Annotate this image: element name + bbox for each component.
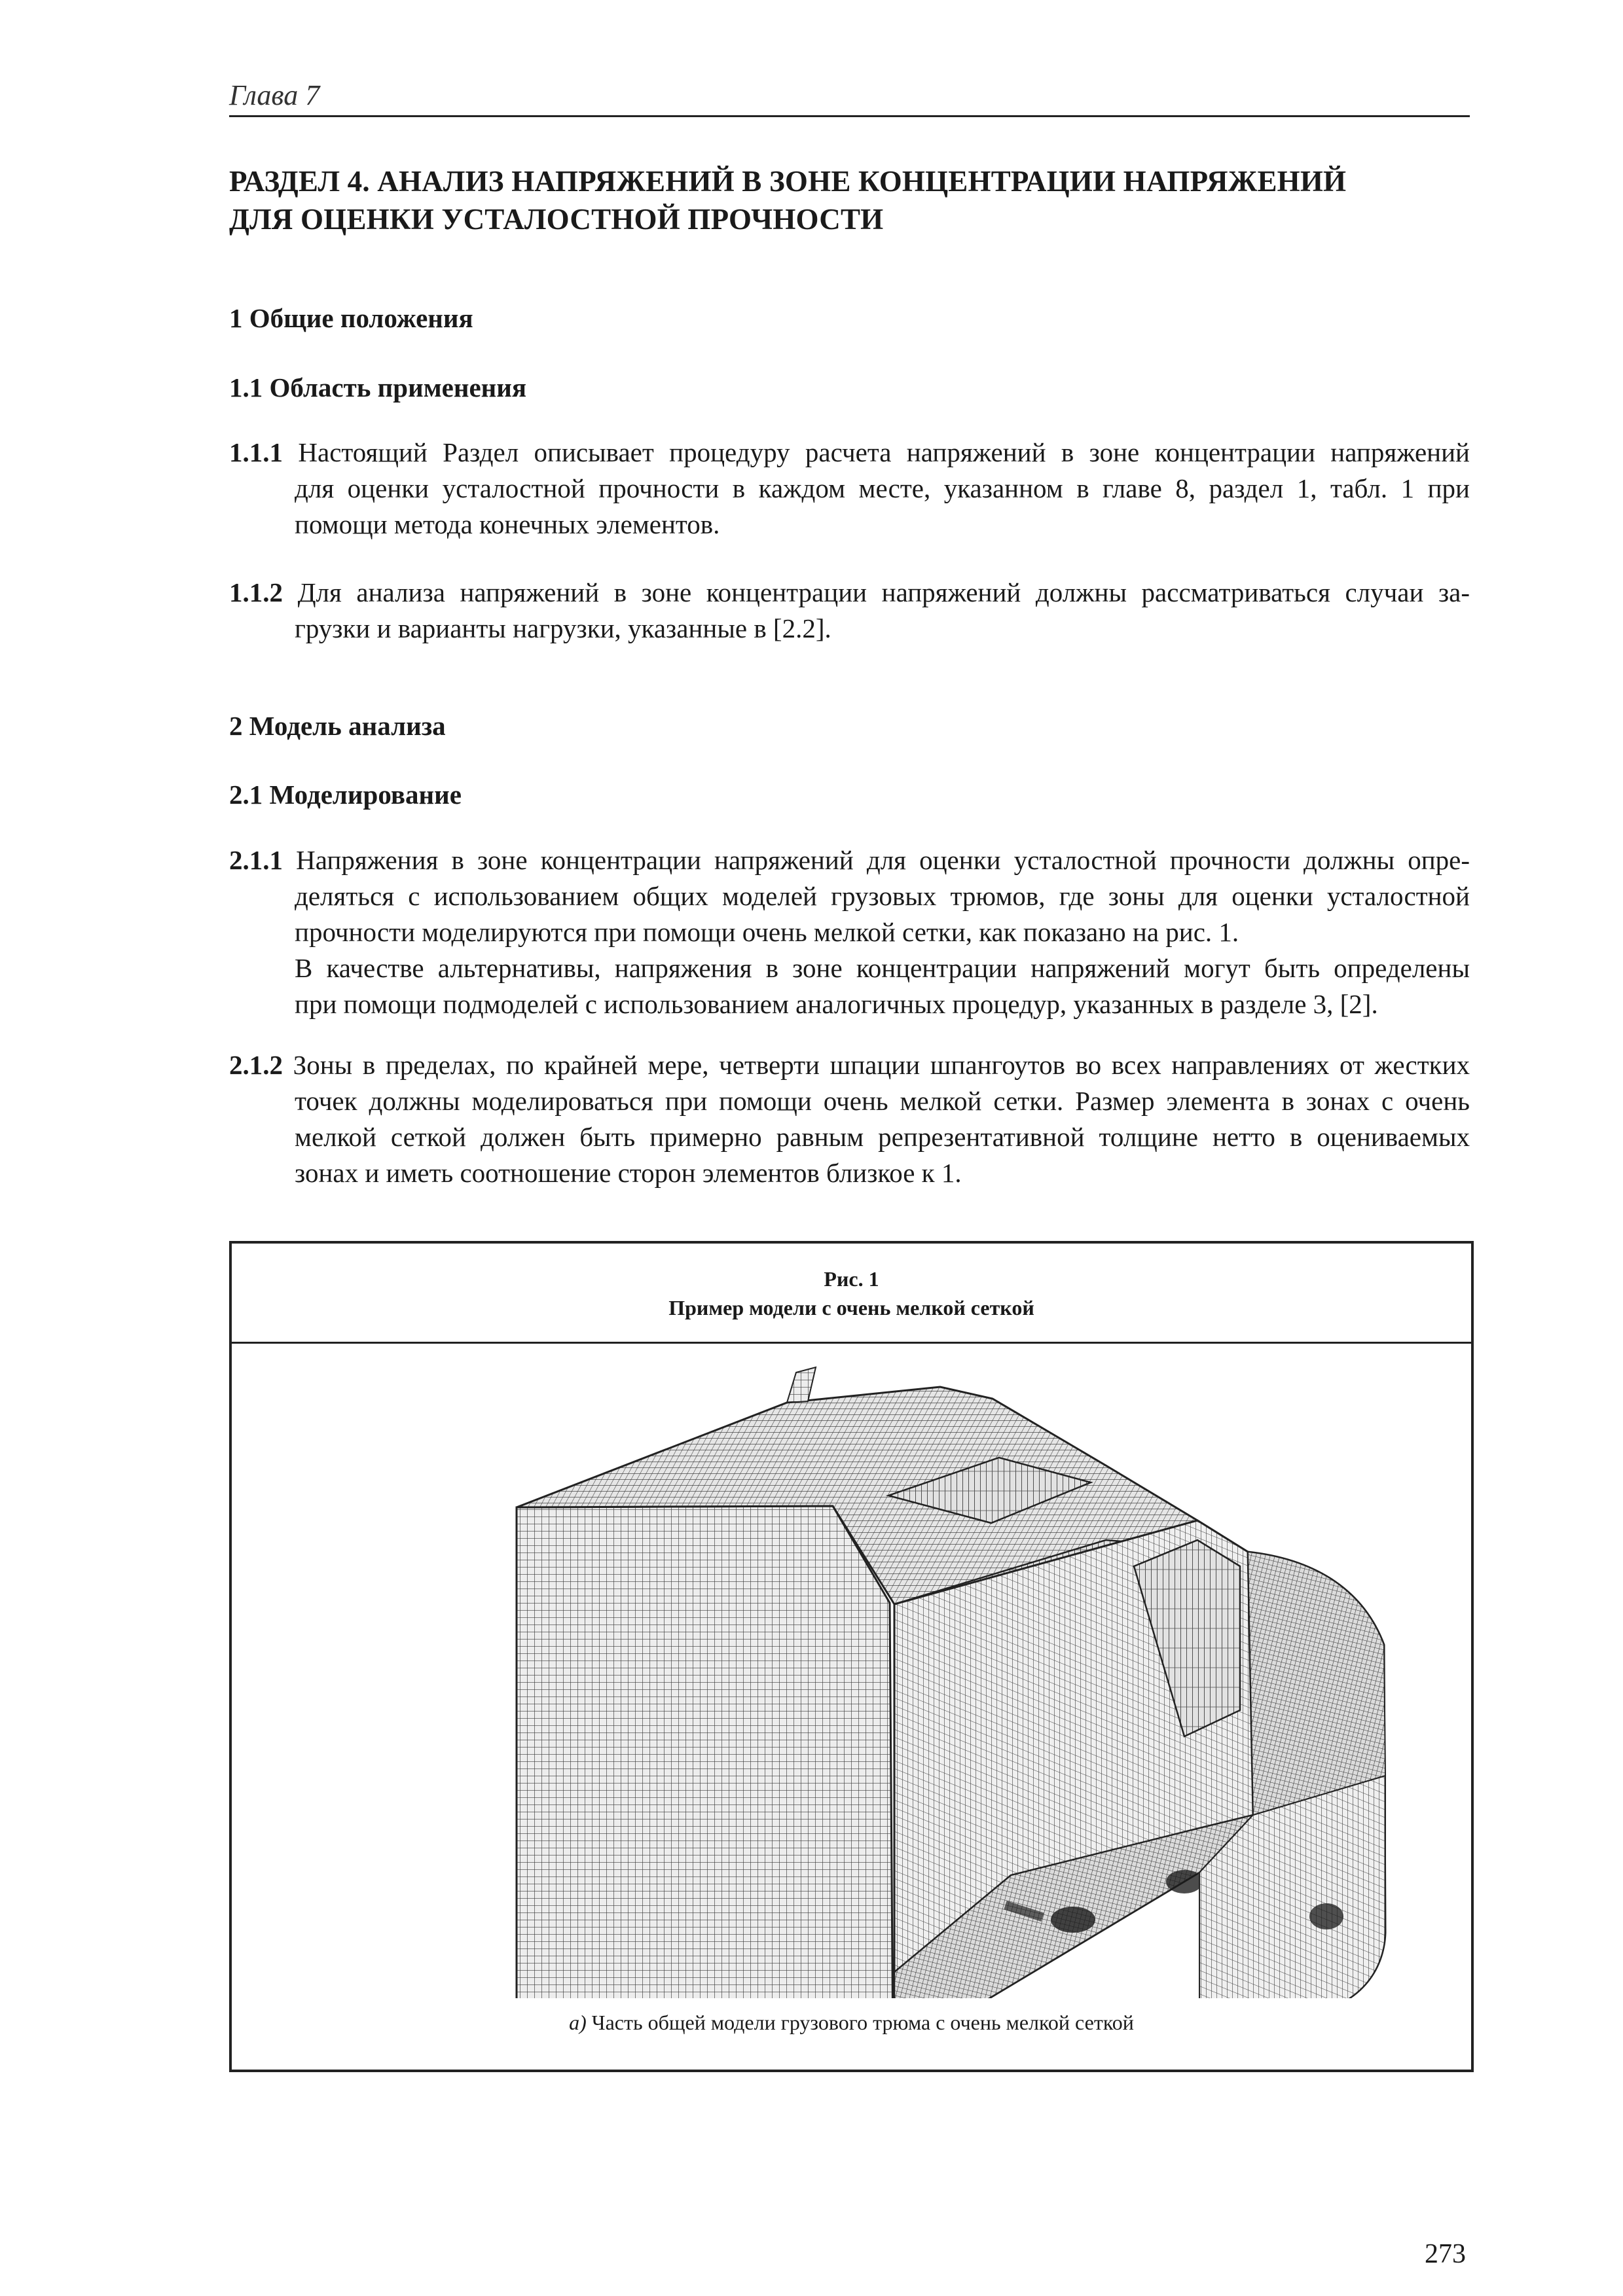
subfigure-caption bbox=[232, 2011, 1471, 2035]
paragraph-line: Для анализа напряжений в зоне концентрации напряжений должны рассматриваться случаи за- bbox=[297, 577, 1470, 607]
paragraph-line: зонах и иметь соотношение сторон элементов близкое к 1. bbox=[295, 1158, 962, 1188]
heading-1-1: 1.1 Область применения bbox=[229, 372, 527, 403]
topside-tank-mesh bbox=[1248, 1552, 1385, 1815]
paragraph-line: грузки и варианты нагрузки, указанные в [2.2]. bbox=[295, 613, 831, 643]
paragraph-2-1-2 bbox=[229, 1047, 1470, 1191]
figure-caption: Пример модели с очень мелкой сеткой bbox=[668, 1296, 1034, 1319]
figure-header bbox=[232, 1244, 1471, 1344]
chapter-header: Глава 7 bbox=[229, 79, 320, 111]
paragraph-line: Напряжения в зоне концентрации напряжений для оценки усталостной прочности должны опре- bbox=[296, 845, 1470, 875]
section-title-line: РАЗДЕЛ 4. АНАЛИЗ НАПРЯЖЕНИЙ В ЗОНЕ КОНЦЕНТРАЦИИ НАПРЯЖЕНИЙ bbox=[229, 165, 1347, 198]
fine-mesh-spot bbox=[1051, 1907, 1095, 1933]
fine-mesh-spot bbox=[1166, 1870, 1203, 1893]
paragraph-line: деляться с использованием общих моделей грузовых трюмов, где зоны для оценки усталостной bbox=[295, 881, 1470, 911]
paragraph-line: прочности моделируются при помощи очень мелкой сетки, как показано на рис. 1. bbox=[295, 917, 1239, 947]
page-number: 273 bbox=[1425, 2239, 1466, 2269]
side-shell-mesh bbox=[517, 1506, 893, 1998]
figure-number: Рис. 1 bbox=[824, 1267, 879, 1291]
paragraph-line: точек должны моделироваться при помощи очень мелкой сетки. Размер элемента в зонах с очень bbox=[295, 1086, 1470, 1116]
hatch-coaming-mesh bbox=[787, 1367, 816, 1403]
subfigure-caption-text: Часть общей модели грузового трюма с очень мелкой сеткой bbox=[591, 2011, 1134, 2034]
section-title bbox=[229, 162, 1470, 238]
paragraph-number: 2.1.1 bbox=[229, 845, 283, 875]
subfigure-label: а) bbox=[569, 2011, 587, 2034]
paragraph-line: Зоны в пределах, по крайней мере, четверти шпации шпангоутов во всех направлениях от жестких bbox=[293, 1050, 1470, 1080]
fe-mesh-model-image bbox=[232, 1344, 1471, 1998]
paragraph-line: помощи метода конечных элементов. bbox=[295, 509, 720, 539]
paragraph-number: 2.1.2 bbox=[229, 1050, 283, 1080]
header-rule bbox=[229, 115, 1470, 117]
heading-2: 2 Модель анализа bbox=[229, 711, 446, 741]
fine-mesh-spot bbox=[1309, 1903, 1343, 1929]
paragraph-line: Настоящий Раздел описывает процедуру расчета напряжений в зоне концентрации напряжений bbox=[298, 437, 1470, 467]
paragraph-number: 1.1.1 bbox=[229, 437, 283, 467]
paragraph-line: при помощи подмоделей с использованием аналогичных процедур, указанных в разделе 3, [2]. bbox=[295, 989, 1378, 1019]
paragraph-2-1-1 bbox=[229, 842, 1470, 1022]
paragraph-line: В качестве альтернативы, напряжения в зоне концентрации напряжений могут быть определены bbox=[295, 953, 1470, 983]
paragraph-1-1-1 bbox=[229, 435, 1470, 543]
figure-box bbox=[229, 1241, 1474, 2072]
section-title-line: ДЛЯ ОЦЕНКИ УСТАЛОСТНОЙ ПРОЧНОСТИ bbox=[229, 203, 884, 236]
paragraph-number: 1.1.2 bbox=[229, 577, 283, 607]
heading-2-1: 2.1 Моделирование bbox=[229, 780, 462, 810]
paragraph-1-1-2 bbox=[229, 575, 1470, 647]
paragraph-line: мелкой сеткой должен быть примерно равным репрезентативной толщине нетто в оцениваемых bbox=[295, 1122, 1470, 1152]
heading-1: 1 Общие положения bbox=[229, 303, 473, 333]
paragraph-line: для оценки усталостной прочности в каждом месте, указанном в главе 8, раздел 1, табл. 1 при bbox=[295, 473, 1470, 503]
